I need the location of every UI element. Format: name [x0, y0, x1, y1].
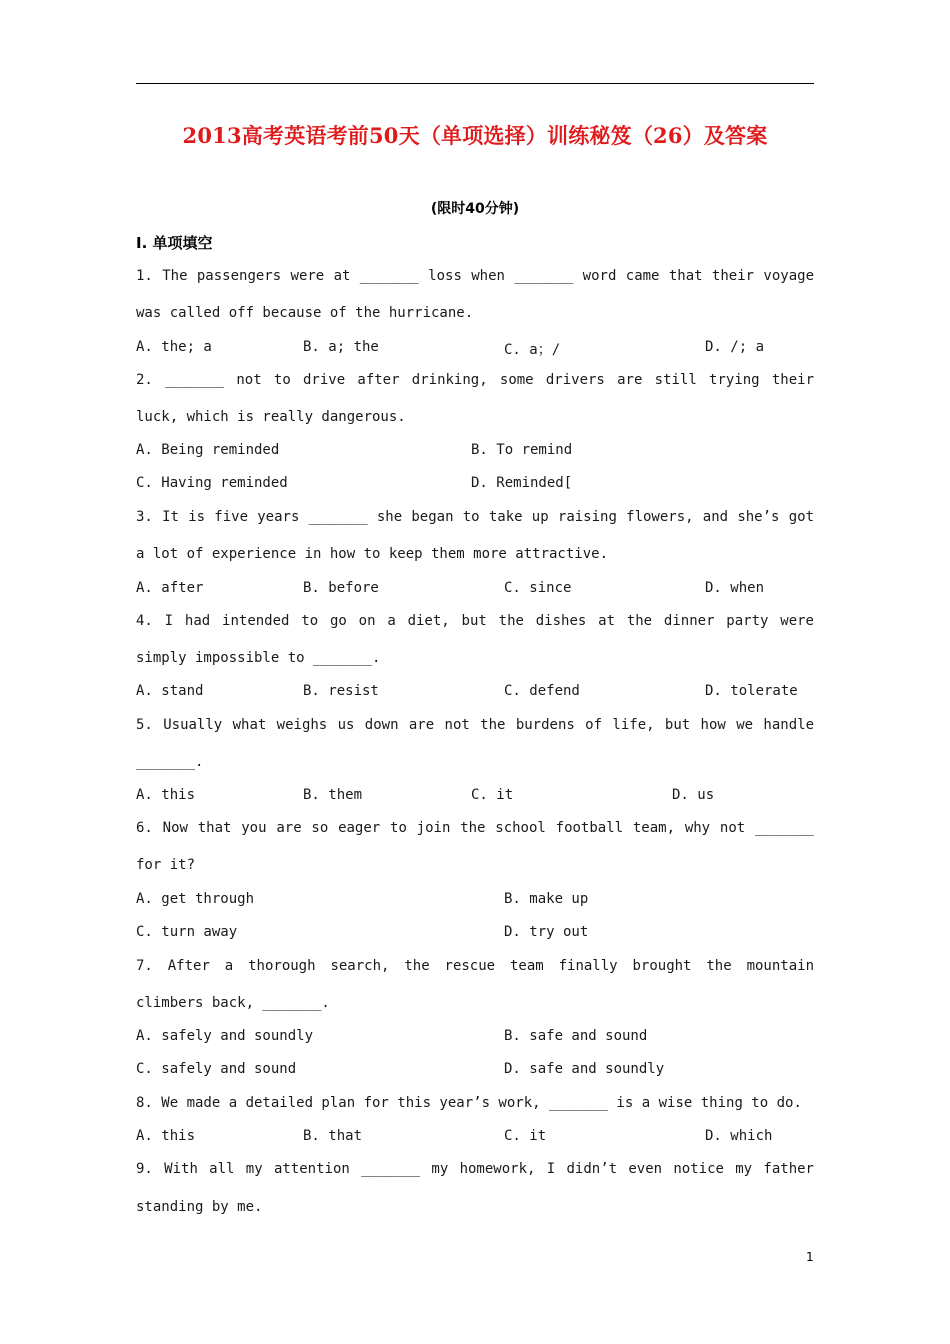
header-rule [136, 83, 814, 84]
question-4-option-a: A. stand [136, 683, 204, 699]
question-2-line-1: 2. _______ not to drive after drinking, some drivers are still trying their [136, 372, 814, 388]
question-7-option-c: C. safely and sound [136, 1061, 297, 1077]
question-8-line-1: 8. We made a detailed plan for this year’s work, _______ is a wise thing to do. [136, 1095, 802, 1111]
question-9-line-2: standing by me. [136, 1199, 263, 1215]
question-3-line-2: a lot of experience in how to keep them more attractive. [136, 546, 609, 562]
question-3-option-d: D. when [705, 580, 765, 596]
question-5-option-a: A. this [136, 787, 196, 803]
question-3-option-c: C. since [504, 580, 572, 596]
question-7-option-d: D. safe and soundly [504, 1061, 665, 1077]
question-6-option-d: D. try out [504, 924, 589, 940]
question-5-option-b: B. them [303, 787, 363, 803]
question-9-line-1: 9. With all my attention _______ my homework, I didn’t even notice my father [136, 1161, 814, 1177]
question-7-line-1: 7. After a thorough search, the rescue team finally brought the mountain [136, 958, 814, 974]
question-4-option-b: B. resist [303, 683, 379, 699]
question-4-option-c: C. defend [504, 683, 580, 699]
question-8-option-d: D. which [705, 1128, 773, 1144]
question-5-option-d: D. us [672, 787, 715, 803]
time-limit-note: (限时40分钟) [430, 201, 520, 217]
question-4-line-1: 4. I had intended to go on a diet, but the dishes at the dinner party were [136, 613, 814, 629]
question-6-option-c: C. turn away [136, 924, 238, 940]
question-5-option-c: C. it [471, 787, 514, 803]
question-1-option-d: D. /; a [705, 339, 765, 355]
section-heading: Ⅰ. 单项填空 [136, 234, 213, 252]
question-7-option-a: A. safely and soundly [136, 1028, 314, 1044]
question-8-option-b: B. that [303, 1128, 363, 1144]
question-5-line-2: _______. [136, 754, 204, 770]
question-7-option-b: B. safe and sound [504, 1028, 648, 1044]
question-7-line-2: climbers back, _______. [136, 995, 330, 1011]
question-2-option-b: B. To remind [471, 442, 573, 458]
question-1-line-2: was called off because of the hurricane. [136, 305, 474, 321]
document-title: 2013高考英语考前50天（单项选择）训练秘笈（26）及答案 [182, 123, 768, 148]
question-5-line-1: 5. Usually what weighs us down are not the burdens of life, but how we handle [136, 717, 814, 733]
question-2-option-d: D. Reminded[ [471, 475, 573, 491]
question-2-line-2: luck, which is really dangerous. [136, 409, 406, 425]
question-3-option-b: B. before [303, 580, 379, 596]
question-6-option-b: B. make up [504, 891, 589, 907]
question-2-option-a: A. Being reminded [136, 442, 280, 458]
question-6-line-1: 6. Now that you are so eager to join the school football team, why not _______ [136, 820, 814, 836]
question-4-line-2: simply impossible to _______. [136, 650, 381, 666]
question-3-line-1: 3. It is five years _______ she began to take up raising flowers, and she’s got [136, 509, 814, 525]
question-1-line-1: 1. The passengers were at _______ loss when _______ word came that their voyage [136, 268, 814, 284]
question-8-option-a: A. this [136, 1128, 196, 1144]
question-2-option-c: C. Having reminded [136, 475, 288, 491]
question-3-option-a: A. after [136, 580, 204, 596]
question-1-option-a: A. the; a [136, 339, 212, 355]
page-number: 1 [806, 1250, 814, 1264]
question-4-option-d: D. tolerate [705, 683, 798, 699]
question-6-line-2: for it? [136, 857, 196, 873]
question-8-option-c: C. it [504, 1128, 547, 1144]
question-1-option-c: C. a；/ [504, 342, 561, 358]
question-1-option-b: B. a; the [303, 339, 379, 355]
question-6-option-a: A. get through [136, 891, 255, 907]
